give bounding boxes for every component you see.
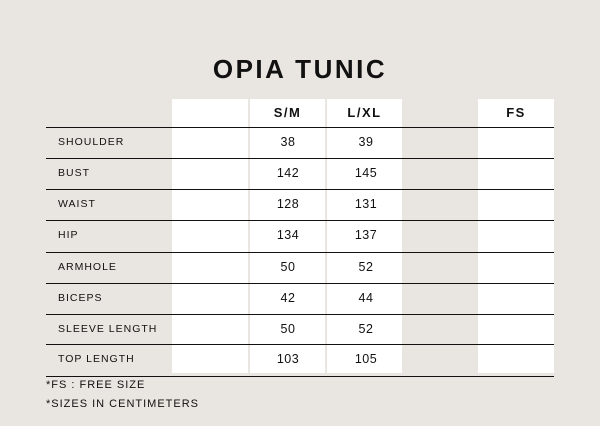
row-label: ARMHOLE [58,261,117,273]
cell-sm: 128 [276,197,300,211]
column-header-fs: FS [506,105,526,120]
cell-lxl: 131 [354,197,378,211]
row-label: TOP LENGTH [58,353,135,365]
table-row [46,158,554,189]
cell-sm: 38 [280,135,296,149]
cell-lxl: 39 [358,135,374,149]
table-row [46,283,554,314]
table-row [46,189,554,220]
cell-lxl: 145 [354,166,378,180]
column-header-sm: S/M [273,105,302,120]
row-label: SLEEVE LENGTH [58,323,158,335]
page-title: OPIA TUNIC [212,54,388,84]
footnote-free-size: *FS : FREE SIZE [46,379,146,391]
cell-sm: 50 [280,322,296,336]
table-row [46,314,554,345]
row-label: SHOULDER [58,136,125,148]
row-label: WAIST [58,198,96,210]
column-header-lxl: L/XL [347,105,382,120]
table-row [46,252,554,283]
cell-sm: 103 [276,352,300,366]
cell-lxl: 137 [354,228,378,242]
cell-lxl: 44 [358,291,374,305]
row-label: HIP [58,229,79,241]
cell-lxl: 105 [354,352,378,366]
cell-sm: 134 [276,228,300,242]
footnote-units: *SIZES IN CENTIMETERS [46,398,200,410]
row-label: BUST [58,167,91,179]
cell-lxl: 52 [358,260,374,274]
cell-lxl: 52 [358,322,374,336]
cell-sm: 42 [280,291,296,305]
cell-sm: 142 [276,166,300,180]
cell-sm: 50 [280,260,296,274]
table-row [46,344,554,377]
table-row [46,127,554,158]
table-row [46,220,554,251]
row-label: BICEPS [58,292,103,304]
